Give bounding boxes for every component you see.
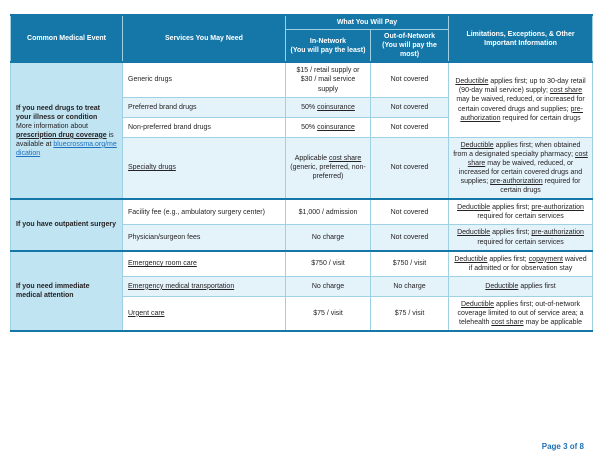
in-network-value: No charge — [286, 225, 371, 251]
event-cell-drugs: If you need drugs to treat your illness or condition More information about prescription drug coverage is available at bluecrossma.org/medication — [11, 62, 123, 199]
table-row — [11, 199, 593, 225]
service-name: Physician/surgeon fees — [123, 225, 286, 251]
service-name: Preferred brand drugs — [123, 97, 286, 117]
table-row — [11, 62, 593, 97]
out-of-network-value: Not covered — [371, 199, 449, 225]
out-of-network-value: Not covered — [371, 97, 449, 117]
in-network-subtitle: (You will pay the least) — [290, 46, 366, 54]
in-network-value: No charge — [286, 276, 371, 296]
event-cell-immediate-medical-attention: If you need immediate medical attention — [11, 251, 123, 331]
column-header-in-network — [286, 30, 371, 63]
service-name: Specialty drugs — [123, 137, 286, 199]
limitations-text: Deductible applies first — [449, 276, 593, 296]
in-network-value: 50% coinsurance — [286, 117, 371, 137]
out-of-network-value: Not covered — [371, 137, 449, 199]
in-network-value: $15 / retail supply or $30 / mail service supply — [286, 62, 371, 97]
in-network-title: In-Network — [309, 37, 347, 45]
url-link[interactable]: bluecrossma.org/medication — [16, 140, 117, 157]
limitations-text: Deductible applies first; out-of-network coverage limited to out of service area; a telehealth cost share may be applicable — [449, 296, 593, 331]
in-network-value: Applicable cost share (generic, preferred, non-preferred) — [286, 137, 371, 199]
limitations-text: Deductible applies first; pre-authorization required for certain services — [449, 199, 593, 225]
out-of-network-value: Not covered — [371, 225, 449, 251]
out-of-network-value: No charge — [371, 276, 449, 296]
service-name: Generic drugs — [123, 62, 286, 97]
page-number: Page 3 of 8 — [541, 442, 584, 451]
in-network-value: $750 / visit — [286, 251, 371, 277]
limitations-text: Deductible applies first; when obtained from a designated specialty pharmacy; cost share may be waived, reduced, or increased for certain covered drugs and supplies; pre-authorization required for certain drugs — [449, 137, 593, 199]
table-body — [11, 62, 593, 331]
out-of-network-value: $750 / visit — [371, 251, 449, 277]
out-of-network-value: Not covered — [371, 62, 449, 97]
limitations-text: Deductible applies first; up to 30-day retail (90-day mail service) supply; cost share may be waived, reduced, or increased for certain covered drugs and supplies; pre-authorization required for certain drugs — [449, 62, 593, 137]
in-network-value: 50% coinsurance — [286, 97, 371, 117]
service-name: Urgent care — [123, 296, 286, 331]
column-header-what-you-will-pay: What You Will Pay — [286, 15, 449, 30]
service-name: Facility fee (e.g., ambulatory surgery center) — [123, 199, 286, 225]
service-name: Emergency medical transportation — [123, 276, 286, 296]
benefits-table — [10, 14, 593, 332]
out-of-network-value: Not covered — [371, 117, 449, 137]
out-of-network-value: $75 / visit — [371, 296, 449, 331]
event-cell-outpatient-surgery: If you have outpatient surgery — [11, 199, 123, 250]
column-header-limitations: Limitations, Exceptions, & Other Important Information — [449, 15, 593, 62]
limitations-text: Deductible applies first; copayment waived if admitted or for observation stay — [449, 251, 593, 277]
in-network-value: $1,000 / admission — [286, 199, 371, 225]
service-name: Emergency room care — [123, 251, 286, 277]
limitations-text: Deductible applies first; pre-authorization required for certain services — [449, 225, 593, 251]
column-header-services-you-may-need: Services You May Need — [123, 15, 286, 62]
service-name: Non-preferred brand drugs — [123, 117, 286, 137]
column-header-out-of-network — [371, 30, 449, 63]
out-of-network-subtitle: (You will pay the most) — [382, 42, 437, 59]
column-header-common-medical-event: Common Medical Event — [11, 15, 123, 62]
table-row — [11, 251, 593, 277]
out-of-network-title: Out-of-Network — [384, 33, 435, 41]
in-network-value: $75 / visit — [286, 296, 371, 331]
